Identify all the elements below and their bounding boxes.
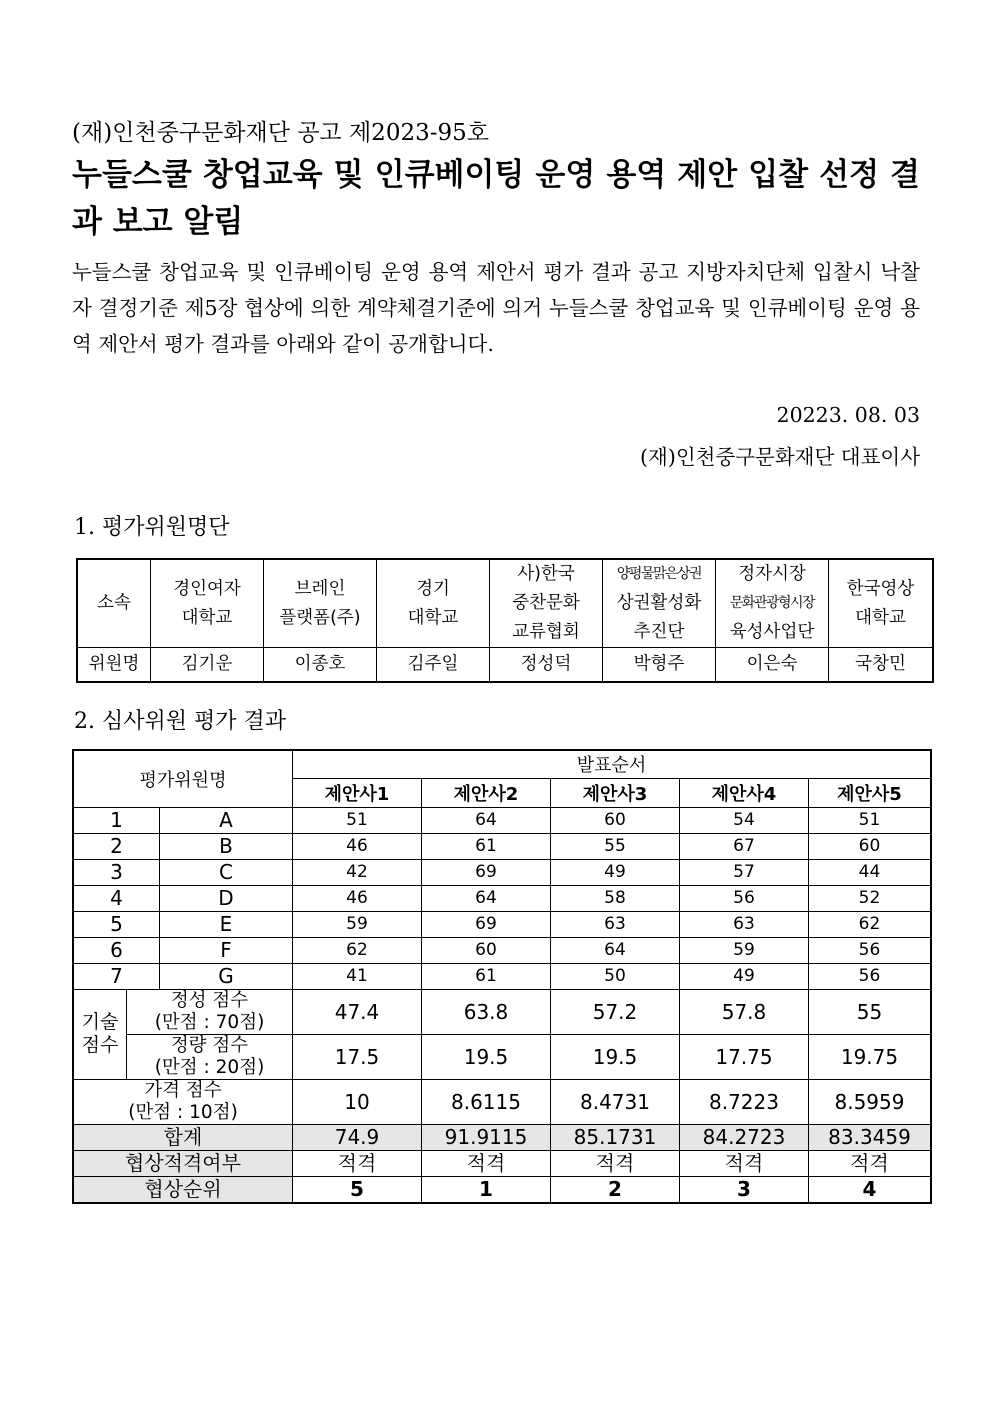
label-line: 정량 점수 — [170, 1034, 249, 1056]
total-cell: 85.1731 — [551, 1124, 680, 1150]
score-cell: 60 — [422, 937, 551, 963]
section-2-title: 2. 심사위원 평가 결과 — [74, 709, 286, 734]
company-header: 제안사3 — [551, 778, 680, 807]
score-row — [73, 833, 931, 859]
score-cell: 67 — [680, 833, 809, 859]
price-row — [73, 1079, 931, 1124]
evaluation-results-table — [72, 749, 932, 1204]
score-cell: 64 — [422, 885, 551, 911]
score-row — [73, 885, 931, 911]
quantitative-row — [73, 1034, 931, 1079]
committee-table — [76, 558, 934, 683]
affiliation-cell — [829, 559, 934, 648]
score-cell: 60 — [809, 833, 932, 859]
score-cell: 63 — [551, 911, 680, 937]
score-cell: 19.5 — [422, 1034, 551, 1079]
affil-line: 양평물맑은상권 — [616, 566, 702, 582]
row-number: 4 — [73, 885, 160, 911]
evaluator-name: B — [160, 833, 293, 859]
body-text: 누들스쿨 창업교육 및 인큐베이팅 운영 용역 제안서 평가 결과 공고 지방자치단체 입찰시 낙찰자 결정기준 제5장 협상에 의한 계약체결기준에 의거 누들스쿨 창업교육 및 인큐베이팅 운영 용역 제안서 평가 결과를 아래와 같이 공개합니다. — [72, 260, 920, 356]
score-row — [73, 807, 931, 833]
affil-line: 대학교 — [407, 607, 459, 628]
score-cell: 62 — [809, 911, 932, 937]
price-label — [73, 1079, 293, 1124]
score-cell: 56 — [680, 885, 809, 911]
page-title: 누들스쿨 창업교육 및 인큐베이팅 운영 용역 제안 입찰 선정 결과 보고 알림 — [72, 157, 920, 240]
member-name: 김기운 — [151, 648, 264, 682]
total-label: 합계 — [73, 1124, 293, 1150]
label-max: (만점 : 20점) — [154, 1056, 265, 1078]
notice-date: 20223. 08. 03 — [776, 403, 920, 427]
affil-line: 한국영상 — [846, 578, 915, 599]
affil-line: 문화관광형시장 — [729, 595, 815, 611]
qualitative-row — [73, 989, 931, 1034]
member-name: 국창민 — [829, 648, 934, 682]
total-cell: 84.2723 — [680, 1124, 809, 1150]
affil-line: 브레인 — [294, 578, 346, 599]
qualitative-label — [127, 989, 293, 1034]
score-cell: 69 — [422, 911, 551, 937]
affil-line: 정자시장 — [738, 564, 806, 584]
eligibility-cell: 적격 — [422, 1150, 551, 1176]
affil-line: 사)한국 — [517, 564, 575, 584]
affil-line: 플랫폼(주) — [279, 607, 361, 628]
affiliation-label: 소속 — [77, 559, 151, 648]
affil-line: 대학교 — [855, 607, 906, 628]
member-name: 이은숙 — [716, 648, 829, 682]
member-row — [77, 648, 933, 682]
evaluator-name: G — [160, 963, 293, 989]
score-row — [73, 937, 931, 963]
rank-row — [73, 1176, 931, 1203]
score-cell: 51 — [809, 807, 932, 833]
affiliation-cell — [264, 559, 377, 648]
evaluator-name: F — [160, 937, 293, 963]
affiliation-row — [77, 559, 933, 648]
score-cell: 69 — [422, 859, 551, 885]
member-name: 박형주 — [603, 648, 716, 682]
row-number: 2 — [73, 833, 160, 859]
score-cell: 64 — [551, 937, 680, 963]
affil-line: 경기 — [416, 578, 450, 599]
score-cell: 49 — [551, 859, 680, 885]
row-number: 6 — [73, 937, 160, 963]
eligibility-cell: 적격 — [293, 1150, 422, 1176]
score-cell: 57.8 — [680, 989, 809, 1034]
score-row — [73, 963, 931, 989]
score-cell: 8.7223 — [680, 1079, 809, 1124]
eligibility-row — [73, 1150, 931, 1176]
rank-cell: 5 — [293, 1176, 422, 1203]
score-cell: 55 — [809, 989, 932, 1034]
score-cell: 56 — [809, 963, 932, 989]
score-cell: 57 — [680, 859, 809, 885]
order-header: 발표순서 — [293, 750, 932, 778]
affil-line: 교류협회 — [512, 622, 580, 642]
score-cell: 41 — [293, 963, 422, 989]
evaluator-name: A — [160, 807, 293, 833]
total-cell: 91.9115 — [422, 1124, 551, 1150]
section-1-title: 1. 평가위원명단 — [74, 515, 230, 540]
score-cell: 56 — [809, 937, 932, 963]
score-cell: 42 — [293, 859, 422, 885]
score-cell: 17.75 — [680, 1034, 809, 1079]
score-cell: 63.8 — [422, 989, 551, 1034]
evaluator-name: E — [160, 911, 293, 937]
score-cell: 54 — [680, 807, 809, 833]
company-header: 제안사1 — [293, 778, 422, 807]
affil-line: 대학교 — [181, 607, 233, 628]
total-row — [73, 1124, 931, 1150]
score-cell: 52 — [809, 885, 932, 911]
evaluator-header: 평가위원명 — [73, 750, 293, 807]
score-cell: 8.4731 — [551, 1079, 680, 1124]
row-number: 5 — [73, 911, 160, 937]
affil-line: 육성사업단 — [729, 622, 815, 642]
quantitative-label — [127, 1034, 293, 1079]
member-name: 이종호 — [264, 648, 377, 682]
label-max: (만점 : 70점) — [154, 1011, 265, 1033]
row-number: 1 — [73, 807, 160, 833]
affil-line: 추진단 — [633, 622, 685, 642]
score-cell: 58 — [551, 885, 680, 911]
tech-score-label: 기술점수 — [73, 989, 127, 1079]
eligibility-cell: 적격 — [809, 1150, 932, 1176]
score-cell: 62 — [293, 937, 422, 963]
score-cell: 8.5959 — [809, 1079, 932, 1124]
eligibility-cell: 적격 — [680, 1150, 809, 1176]
score-cell: 64 — [422, 807, 551, 833]
company-header: 제안사5 — [809, 778, 932, 807]
company-header: 제안사4 — [680, 778, 809, 807]
score-cell: 59 — [293, 911, 422, 937]
affiliation-cell — [716, 559, 829, 648]
rank-cell: 2 — [551, 1176, 680, 1203]
score-cell: 59 — [680, 937, 809, 963]
score-cell: 57.2 — [551, 989, 680, 1034]
member-label: 위원명 — [77, 648, 151, 682]
label-line: 가격 점수 — [144, 1079, 222, 1101]
issuer: (재)인천중구문화재단 대표이사 — [640, 445, 920, 469]
score-cell: 55 — [551, 833, 680, 859]
rank-cell: 4 — [809, 1176, 932, 1203]
affiliation-cell — [603, 559, 716, 648]
score-cell: 61 — [422, 963, 551, 989]
rank-cell: 3 — [680, 1176, 809, 1203]
notice-number: (재)인천중구문화재단 공고 제2023-95호 — [72, 120, 489, 146]
score-cell: 50 — [551, 963, 680, 989]
score-cell: 17.5 — [293, 1034, 422, 1079]
rank-cell: 1 — [422, 1176, 551, 1203]
member-name: 김주일 — [377, 648, 490, 682]
score-cell: 19.5 — [551, 1034, 680, 1079]
score-cell: 63 — [680, 911, 809, 937]
affil-line: 상권활성화 — [616, 593, 702, 613]
score-cell: 51 — [293, 807, 422, 833]
affiliation-cell — [377, 559, 490, 648]
score-cell: 49 — [680, 963, 809, 989]
score-cell: 10 — [293, 1079, 422, 1124]
header-row — [73, 750, 931, 778]
evaluator-name: C — [160, 859, 293, 885]
member-name: 정성덕 — [490, 648, 603, 682]
affil-line: 경인여자 — [173, 578, 241, 599]
affiliation-cell — [151, 559, 264, 648]
company-header: 제안사2 — [422, 778, 551, 807]
eligibility-label: 협상적격여부 — [73, 1150, 293, 1176]
score-cell: 44 — [809, 859, 932, 885]
row-number: 3 — [73, 859, 160, 885]
score-cell: 46 — [293, 885, 422, 911]
affil-line: 중찬문화 — [512, 593, 580, 613]
score-cell: 46 — [293, 833, 422, 859]
score-cell: 61 — [422, 833, 551, 859]
score-row — [73, 859, 931, 885]
rank-label: 협상순위 — [73, 1176, 293, 1203]
label-max: (만점 : 10점) — [128, 1101, 238, 1123]
score-cell: 60 — [551, 807, 680, 833]
eligibility-cell: 적격 — [551, 1150, 680, 1176]
total-cell: 83.3459 — [809, 1124, 932, 1150]
score-cell: 8.6115 — [422, 1079, 551, 1124]
score-cell: 19.75 — [809, 1034, 932, 1079]
score-row — [73, 911, 931, 937]
label-line: 정성 점수 — [170, 989, 249, 1011]
affiliation-cell — [490, 559, 603, 648]
score-cell: 47.4 — [293, 989, 422, 1034]
total-cell: 74.9 — [293, 1124, 422, 1150]
row-number: 7 — [73, 963, 160, 989]
evaluator-name: D — [160, 885, 293, 911]
